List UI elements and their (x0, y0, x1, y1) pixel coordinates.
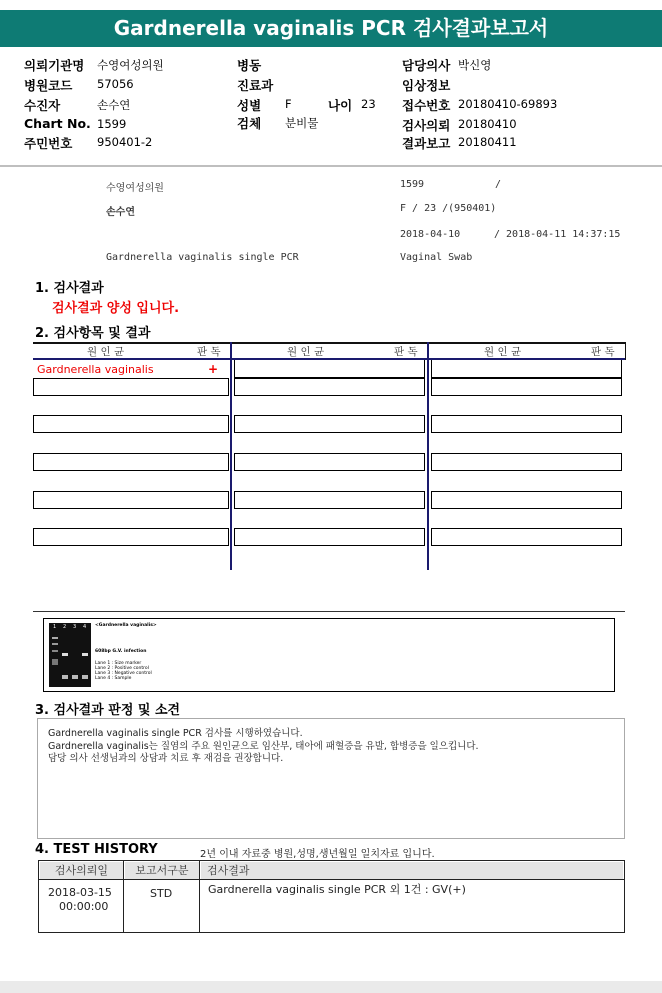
sub-patient: 손수연 (106, 207, 135, 218)
request-value: 20180410 (458, 117, 517, 131)
dept-label: 진료과 (237, 78, 274, 93)
grid-divider-2 (427, 342, 429, 570)
result-cell (234, 453, 425, 471)
gel-band (82, 653, 88, 656)
result-cell (33, 491, 229, 509)
section4-title: 4. TEST HISTORY (35, 842, 158, 857)
id-label: 주민번호 (24, 136, 73, 151)
grid-right-edge (625, 342, 626, 360)
gel-separator (33, 611, 625, 612)
section1-title: 1. 검사결과 (35, 281, 104, 296)
clinical-label: 임상정보 (402, 78, 451, 93)
sub-specimen: Vaginal Swab (400, 252, 473, 263)
sub-date-request: 2018-04-10 (400, 229, 461, 240)
section2-title: 2. 검사항목 및 결과 (35, 326, 151, 341)
gel-band (62, 675, 68, 679)
result-cell (431, 415, 622, 433)
result-cell (234, 415, 425, 433)
history-result: Gardnerella vaginalis single PCR 외 1건 : GV(+) (208, 883, 466, 896)
code-value: 57056 (97, 77, 134, 91)
chart-label: Chart No. (24, 116, 91, 131)
report-title: Gardnerella vaginalis PCR 검사결과보고서 (0, 10, 662, 47)
result-text: 검사결과 양성 입니다. (52, 301, 180, 316)
doctor-label: 담당의사 (402, 58, 451, 73)
gel-band (72, 675, 78, 679)
result-cell (234, 360, 425, 378)
gel-image-box (43, 618, 615, 692)
history-type: STD (150, 887, 173, 900)
sex-label: 성별 (237, 98, 262, 113)
info-divider (0, 165, 662, 167)
organism-name: Gardnerella vaginalis (37, 363, 154, 376)
gel-band (62, 653, 68, 656)
comment-box (37, 718, 625, 839)
id-value: 950401-2 (97, 135, 153, 149)
chart-value: 1599 (97, 117, 127, 131)
gel-band-label: 608bp G.V. infection (95, 649, 147, 654)
footer-bar (0, 981, 662, 993)
comment-line: 담당 의사 선생님과의 상담과 치료 후 재검을 권장합니다. (48, 753, 284, 764)
receipt-label: 접수번호 (402, 98, 451, 113)
sub-chart: 1599 (400, 179, 425, 190)
gel-lane-number: 4 (83, 624, 87, 630)
hospital-value: 수영여성의원 (97, 58, 164, 72)
receipt-value: 20180410-69893 (458, 97, 558, 111)
doctor-value: 박신영 (458, 58, 492, 72)
report-label: 결과보고 (402, 136, 451, 151)
sub-slash: / (495, 179, 502, 190)
gel-band (52, 650, 58, 652)
gel-lane-number: 2 (63, 624, 67, 630)
specimen-value: 분비물 (285, 116, 319, 130)
gel-legend-item: Lane 1 : Size marker (95, 661, 142, 666)
ward-label: 병동 (237, 58, 262, 73)
result-cell (33, 378, 229, 396)
patient-value: 손수연 (97, 98, 131, 112)
history-header-result: 검사결과 (201, 862, 623, 879)
result-cell (33, 453, 229, 471)
specimen-label: 검체 (237, 116, 262, 131)
result-cell (431, 528, 622, 546)
history-time: 00:00:00 (59, 900, 109, 913)
comment-line: Gardnerella vaginalis는 질염의 주요 원인균으로 임산부, 태아에 패혈증을 유발, 합병증을 일으킵니다. (48, 741, 479, 752)
history-col-divider (199, 860, 200, 933)
section3-title: 3. 검사결과 판정 및 소견 (35, 703, 181, 718)
col-judge-2: 판 독 (394, 346, 418, 358)
gel-legend-item: Lane 4 : Sample (95, 676, 132, 681)
history-header-type: 보고서구분 (125, 862, 199, 879)
result-cell (431, 453, 622, 471)
gel-legend-item: Lane 2 : Positive control (95, 666, 149, 671)
gel-lane-number: 3 (73, 624, 77, 630)
history-date: 2018-03-15 (48, 886, 112, 899)
comment-line: Gardnerella vaginalis single PCR 검사를 시행하였습니다. (48, 728, 303, 739)
result-cell (33, 528, 229, 546)
gel-electrophoresis-image (49, 623, 91, 687)
gel-legend-item: Lane 3 : Negative control (95, 671, 152, 676)
history-note: 2년 이내 자료중 병원,성명,생년월일 일치자료 입니다. (200, 849, 435, 860)
grid-divider-1 (230, 342, 232, 570)
col-judge-1: 판 독 (197, 346, 221, 358)
sub-test-name: Gardnerella vaginalis single PCR (106, 252, 299, 263)
result-cell (431, 360, 622, 378)
result-cell (234, 528, 425, 546)
gel-band (52, 659, 58, 665)
gel-lane-number: 1 (53, 624, 57, 630)
hospital-label: 의뢰기관명 (24, 58, 85, 73)
report-value: 20180411 (458, 135, 517, 149)
result-cell (234, 378, 425, 396)
history-header-date: 검사의뢰일 (40, 862, 123, 879)
age-label: 나이 (328, 98, 353, 113)
result-cell (33, 415, 229, 433)
age-value: 23 (361, 97, 376, 111)
result-cell (431, 491, 622, 509)
result-cell (234, 491, 425, 509)
history-head-divider (38, 879, 625, 880)
judgement-positive: + (208, 362, 219, 376)
patient-info-block (0, 54, 662, 166)
sub-hospital: 수영여성의원 (106, 183, 164, 194)
gel-band (52, 637, 58, 639)
col-organism-3: 원 인 균 (484, 346, 522, 358)
col-judge-3: 판 독 (591, 346, 615, 358)
history-col-divider (123, 860, 124, 933)
gel-title: <Gardnerella vaginalis> (95, 623, 157, 628)
col-organism-1: 원 인 균 (87, 346, 125, 358)
patient-label: 수진자 (24, 98, 61, 113)
gel-band (52, 643, 58, 645)
col-organism-2: 원 인 균 (287, 346, 325, 358)
sex-value: F (285, 97, 292, 111)
result-cell (431, 378, 622, 396)
gel-band (82, 675, 88, 679)
code-label: 병원코드 (24, 78, 73, 93)
request-label: 검사의뢰 (402, 118, 451, 133)
sub-date-report: / 2018-04-11 14:37:15 (494, 229, 621, 240)
sub-sex-age: F / 23 /(950401) (400, 203, 497, 214)
